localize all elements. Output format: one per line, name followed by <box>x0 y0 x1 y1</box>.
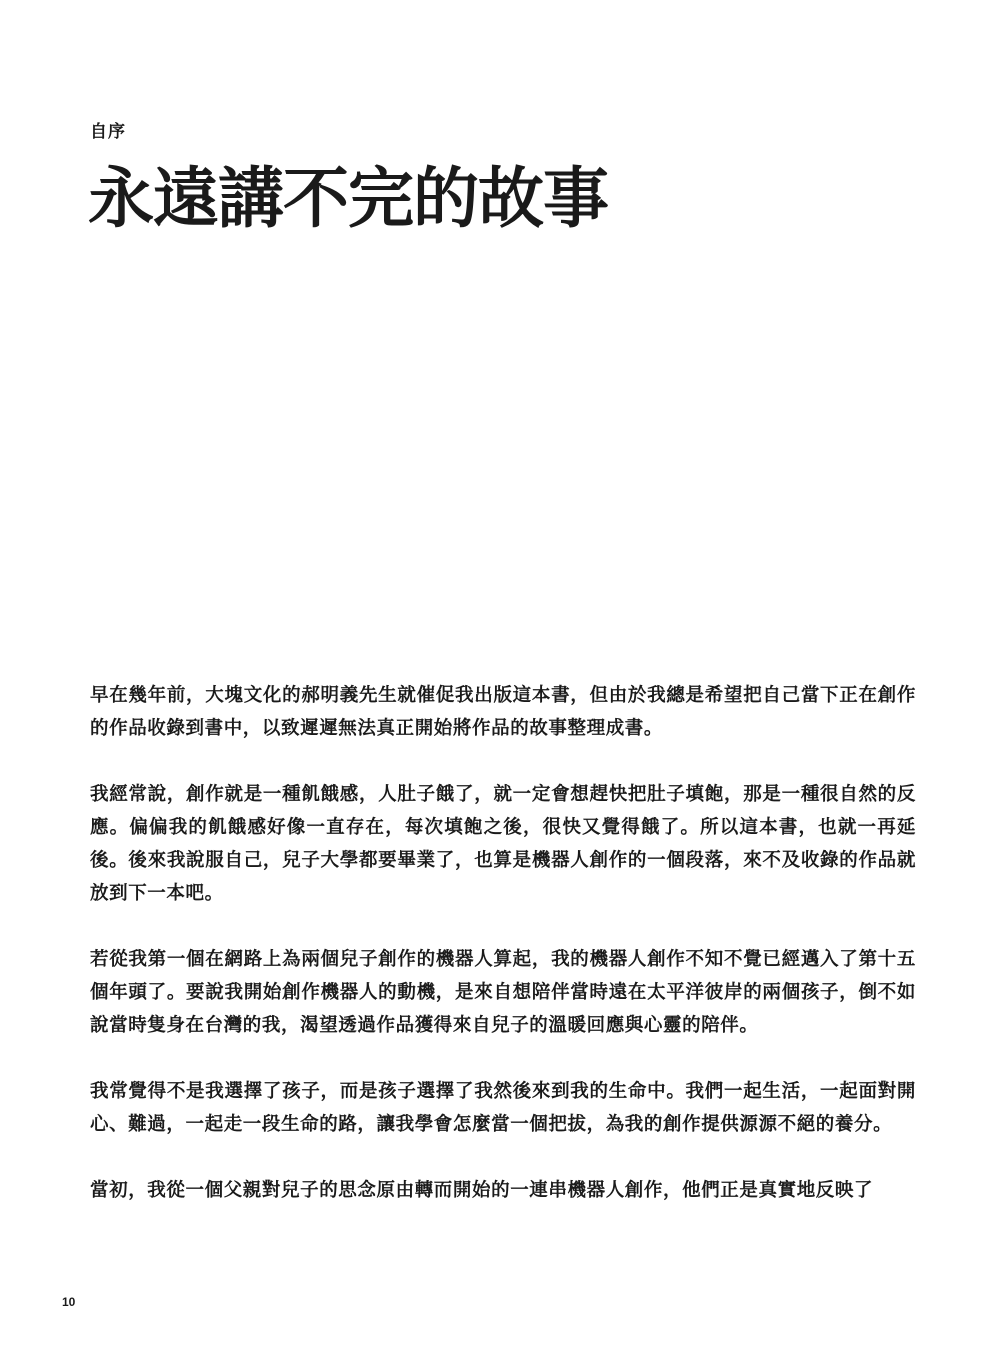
paragraph: 若從我第一個在網路上為兩個兒子創作的機器人算起，我的機器人創作不知不覺已經邁入了第十五個年頭了。要說我開始創作機器人的動機，是來自想陪伴當時遠在太平洋彼岸的兩個孩子，倒不如說當時隻身在台灣的我，渴望透過作品獲得來自兒子的溫暖回應與心靈的陪伴。 <box>90 949 916 1036</box>
paragraph: 我經常說，創作就是一種飢餓感，人肚子餓了，就一定會想趕快把肚子填飽，那是一種很自然的反應。偏偏我的飢餓感好像一直存在，每次填飽之後，很快又覺得餓了。所以這本書，也就一再延後。後來我說服自己，兒子大學都要畢業了，也算是機器人創作的一個段落，來不及收錄的作品就放到下一本吧。 <box>90 784 916 904</box>
paragraph: 早在幾年前，大塊文化的郝明義先生就催促我出版這本書，但由於我總是希望把自己當下正在創作的作品收錄到書中，以致遲遲無法真正開始將作品的故事整理成書。 <box>90 685 916 739</box>
section-label: 自序 <box>90 122 126 142</box>
paragraph: 我常覺得不是我選擇了孩子，而是孩子選擇了我然後來到我的生命中。我們一起生活，一起面對開心、難過，一起走一段生命的路，讓我學會怎麼當一個把拔，為我的創作提供源源不絕的養分。 <box>90 1081 916 1135</box>
body-text <box>90 679 916 1240</box>
paragraph: 當初，我從一個父親對兒子的思念原由轉而開始的一連串機器人創作，他們正是真實地反映了 <box>90 1180 874 1201</box>
page-number: 10 <box>62 1295 76 1309</box>
chapter-title: 永遠講不完的故事 <box>88 160 608 237</box>
